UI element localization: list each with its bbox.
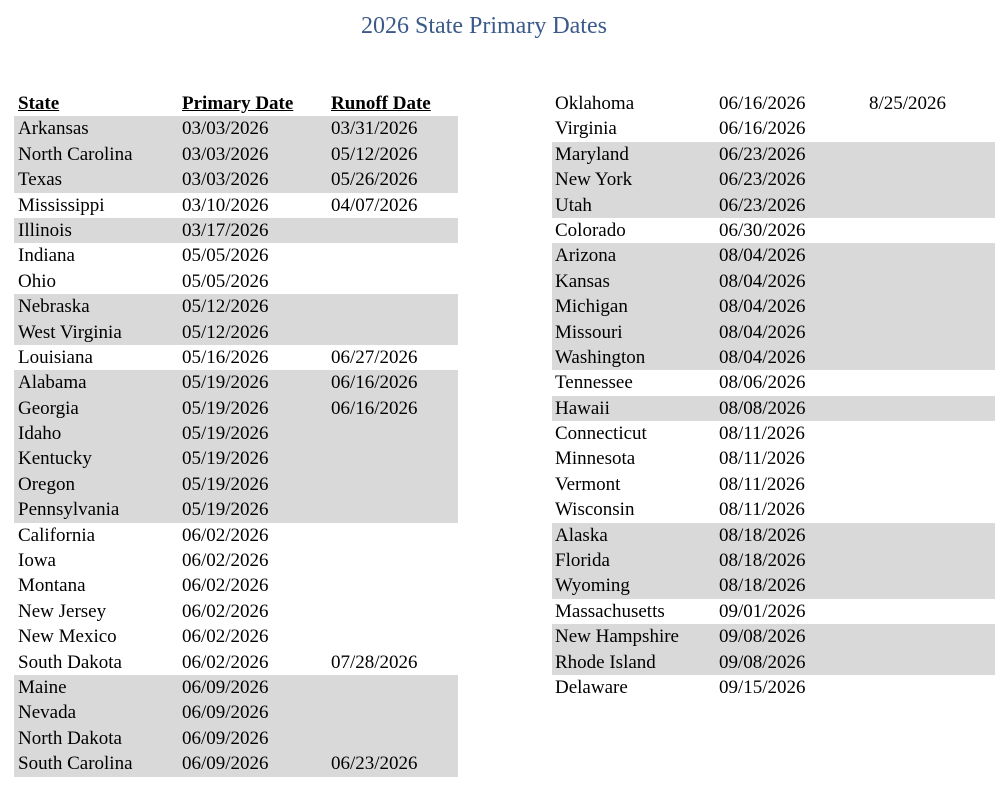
primary-date-cell: 08/18/2026	[719, 550, 806, 572]
primary-date-cell: 05/05/2026	[182, 245, 269, 267]
primary-date-cell: 05/19/2026	[182, 372, 269, 394]
state-cell: Michigan	[555, 296, 628, 318]
table-row	[552, 446, 995, 471]
state-cell: California	[18, 524, 96, 546]
right-table	[552, 91, 995, 700]
primary-date-cell: 06/02/2026	[182, 524, 269, 546]
table-row	[552, 396, 995, 421]
runoff-date-cell: 04/07/2026	[331, 194, 418, 216]
header-runoff-date: Runoff Date	[331, 93, 431, 114]
primary-date-cell: 06/30/2026	[719, 219, 806, 241]
state-cell: Louisiana	[18, 346, 93, 368]
table-row	[552, 142, 995, 167]
state-cell: Colorado	[555, 219, 626, 241]
state-cell: Missouri	[555, 321, 623, 343]
table-row	[14, 320, 458, 345]
table-row	[14, 370, 458, 395]
table-row	[14, 751, 458, 776]
left-rows	[14, 116, 458, 776]
state-cell: Kentucky	[18, 448, 92, 470]
primary-date-cell: 09/15/2026	[719, 676, 806, 698]
primary-date-cell: 06/02/2026	[182, 626, 269, 648]
state-cell: Arizona	[555, 245, 617, 267]
state-cell: Alabama	[18, 372, 87, 394]
primary-date-cell: 06/23/2026	[719, 143, 806, 165]
state-cell: Wyoming	[555, 575, 630, 597]
primary-date-cell: 05/19/2026	[182, 448, 269, 470]
primary-date-cell: 08/11/2026	[719, 499, 805, 521]
state-cell: Tennessee	[555, 372, 633, 394]
table-row	[14, 700, 458, 725]
table-row	[14, 548, 458, 573]
primary-date-cell: 06/02/2026	[182, 575, 269, 597]
state-cell: Utah	[555, 194, 592, 216]
primary-date-cell: 09/08/2026	[719, 651, 806, 673]
state-cell: North Dakota	[18, 727, 122, 749]
table-row	[552, 91, 995, 116]
state-cell: Nevada	[18, 702, 77, 724]
primary-date-cell: 05/19/2026	[182, 397, 269, 419]
primary-date-cell: 09/01/2026	[719, 600, 806, 622]
table-row	[552, 523, 995, 548]
table-row	[14, 446, 458, 471]
state-cell: Vermont	[555, 473, 621, 495]
primary-date-cell: 03/17/2026	[182, 219, 269, 241]
header-state: State	[18, 93, 60, 114]
state-cell: Oregon	[18, 473, 75, 495]
table-row	[552, 599, 995, 624]
state-cell: Arkansas	[18, 118, 89, 140]
runoff-date-cell: 06/27/2026	[331, 346, 418, 368]
primary-date-cell: 06/02/2026	[182, 651, 269, 673]
primary-date-cell: 06/23/2026	[719, 169, 806, 191]
primary-date-cell: 05/12/2026	[182, 321, 269, 343]
table-row	[14, 269, 458, 294]
table-row	[14, 573, 458, 598]
runoff-date-cell: 05/26/2026	[331, 169, 418, 191]
primary-date-cell: 08/06/2026	[719, 372, 806, 394]
table-row	[552, 573, 995, 598]
primary-date-cell: 08/11/2026	[719, 448, 805, 470]
table-row	[552, 218, 995, 243]
primary-date-cell: 06/02/2026	[182, 600, 269, 622]
primary-date-cell: 06/09/2026	[182, 727, 269, 749]
runoff-date-cell: 06/23/2026	[331, 753, 418, 775]
runoff-date-cell: 05/12/2026	[331, 143, 418, 165]
primary-date-cell: 06/02/2026	[182, 550, 269, 572]
primary-date-cell: 06/16/2026	[719, 118, 806, 140]
primary-date-cell: 05/19/2026	[182, 423, 269, 445]
state-cell: New Mexico	[18, 626, 117, 648]
table-row	[14, 523, 458, 548]
state-cell: Connecticut	[555, 423, 647, 445]
primary-date-cell: 03/03/2026	[182, 169, 269, 191]
table-row	[552, 497, 995, 522]
left-table	[14, 91, 458, 777]
primary-date-cell: 08/18/2026	[719, 575, 806, 597]
state-cell: Oklahoma	[555, 93, 635, 114]
table-row	[14, 650, 458, 675]
state-cell: Kansas	[555, 270, 610, 292]
state-cell: Hawaii	[555, 397, 610, 419]
primary-date-cell: 08/04/2026	[719, 296, 806, 318]
state-cell: Virginia	[555, 118, 617, 140]
table-row	[14, 243, 458, 268]
primary-date-cell: 08/04/2026	[719, 321, 806, 343]
primary-date-cell: 05/05/2026	[182, 270, 269, 292]
table-row	[14, 675, 458, 700]
table-row	[552, 675, 995, 700]
runoff-date-cell: 06/16/2026	[331, 372, 418, 394]
runoff-date-cell: 8/25/2026	[869, 93, 947, 114]
primary-date-cell: 08/11/2026	[719, 473, 805, 495]
table-row	[14, 294, 458, 319]
table-row	[14, 599, 458, 624]
table-row	[552, 548, 995, 573]
state-cell: Maine	[18, 676, 67, 698]
table-row	[14, 167, 458, 192]
table-row	[552, 269, 995, 294]
primary-date-cell: 03/03/2026	[182, 118, 269, 140]
table-header	[14, 91, 458, 116]
state-cell: Alaska	[555, 524, 608, 546]
state-cell: Delaware	[555, 676, 628, 698]
table-row	[552, 116, 995, 141]
primary-date-cell: 03/10/2026	[182, 194, 269, 216]
state-cell: Mississippi	[18, 194, 105, 216]
table-row	[552, 624, 995, 649]
state-cell: Texas	[18, 169, 63, 191]
table-row	[14, 142, 458, 167]
primary-date-cell: 09/08/2026	[719, 626, 806, 648]
table-row	[14, 624, 458, 649]
primary-date-cell: 06/09/2026	[182, 753, 269, 775]
table-row	[552, 167, 995, 192]
primary-date-cell: 08/11/2026	[719, 423, 805, 445]
page-title: 2026 State Primary Dates	[361, 13, 607, 39]
state-cell: North Carolina	[18, 143, 133, 165]
header-primary-date: Primary Date	[182, 93, 294, 114]
state-cell: Wisconsin	[555, 499, 635, 521]
table-row	[552, 472, 995, 497]
table-row	[14, 218, 458, 243]
state-cell: Washington	[555, 346, 646, 368]
table-row	[552, 650, 995, 675]
table-row	[14, 726, 458, 751]
table-row	[552, 421, 995, 446]
runoff-date-cell: 06/16/2026	[331, 397, 418, 419]
primary-date-cell: 08/04/2026	[719, 270, 806, 292]
state-cell: Illinois	[18, 219, 72, 241]
runoff-date-cell: 03/31/2026	[331, 118, 418, 140]
table-row	[14, 396, 458, 421]
right-rows	[552, 91, 995, 700]
state-cell: Ohio	[18, 270, 56, 292]
state-cell: Maryland	[555, 143, 629, 165]
state-cell: New York	[555, 169, 633, 191]
primary-date-cell: 08/18/2026	[719, 524, 806, 546]
state-cell: Florida	[555, 550, 610, 572]
state-cell: South Dakota	[18, 651, 122, 673]
state-cell: Georgia	[18, 397, 79, 419]
state-cell: New Hampshire	[555, 626, 679, 648]
state-cell: Pennsylvania	[18, 499, 120, 521]
table-row	[552, 243, 995, 268]
state-cell: West Virginia	[18, 321, 122, 343]
runoff-date-cell: 07/28/2026	[331, 651, 418, 673]
primary-date-cell: 03/03/2026	[182, 143, 269, 165]
state-cell: Idaho	[18, 423, 62, 445]
table-row	[552, 345, 995, 370]
table-row	[552, 320, 995, 345]
primary-date-cell: 06/09/2026	[182, 702, 269, 724]
primary-date-cell: 06/16/2026	[719, 93, 806, 114]
state-cell: Minnesota	[555, 448, 636, 470]
primary-date-cell: 08/04/2026	[719, 346, 806, 368]
table-row	[14, 116, 458, 141]
table-row	[552, 294, 995, 319]
primary-date-cell: 08/08/2026	[719, 397, 806, 419]
primary-date-cell: 05/19/2026	[182, 473, 269, 495]
primary-date-cell: 06/23/2026	[719, 194, 806, 216]
primary-date-cell: 08/04/2026	[719, 245, 806, 267]
state-cell: South Carolina	[18, 753, 133, 775]
table-row	[14, 345, 458, 370]
state-cell: Indiana	[18, 245, 75, 267]
table-row	[14, 472, 458, 497]
table-row	[14, 497, 458, 522]
primary-date-cell: 06/09/2026	[182, 676, 269, 698]
state-cell: Rhode Island	[555, 651, 656, 673]
table-row	[552, 370, 995, 395]
primary-date-cell: 05/16/2026	[182, 346, 269, 368]
primary-date-cell: 05/12/2026	[182, 296, 269, 318]
state-cell: Iowa	[18, 550, 56, 572]
table-row	[14, 421, 458, 446]
state-cell: Nebraska	[18, 296, 90, 318]
primary-date-cell: 05/19/2026	[182, 499, 269, 521]
state-cell: Montana	[18, 575, 86, 597]
table-row	[14, 193, 458, 218]
state-cell: New Jersey	[18, 600, 107, 622]
state-cell: Massachusetts	[555, 600, 665, 622]
table-row	[552, 193, 995, 218]
